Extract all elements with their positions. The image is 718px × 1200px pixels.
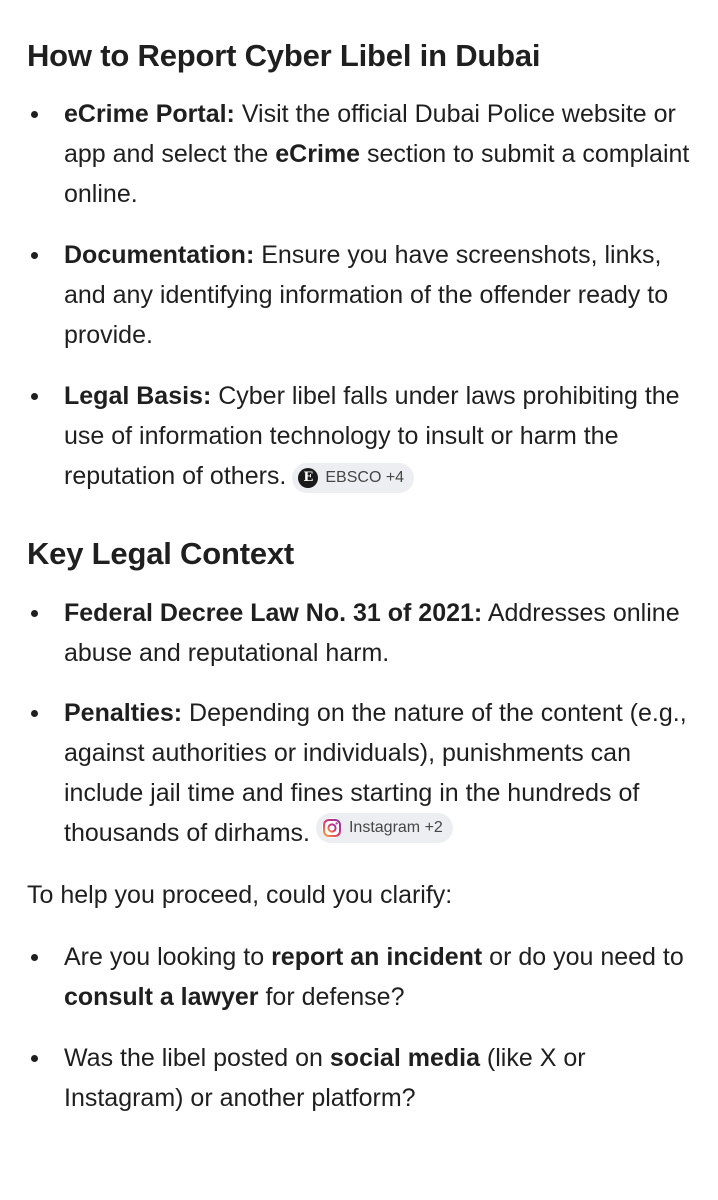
instagram-logo-icon xyxy=(322,818,342,838)
list-item-legal-basis xyxy=(27,376,694,496)
clarify-questions-list xyxy=(27,937,694,1118)
list-item-question-report xyxy=(27,937,694,1017)
item-text: or do you need to xyxy=(482,943,684,971)
item-text: section to submit a complaint online. xyxy=(64,140,690,208)
report-steps-list xyxy=(27,94,694,496)
item-text: (like X or Instagram) or another platform? xyxy=(64,1044,586,1112)
list-item-penalties xyxy=(27,693,694,853)
list-item-question-platform xyxy=(27,1038,694,1118)
item-text: Ensure you have screenshots, links, and any identifying information of the offender ready to provide. xyxy=(64,241,669,349)
item-text: Was the libel posted on xyxy=(64,1044,330,1072)
clarify-intro: To help you proceed, could you clarify: xyxy=(27,881,453,909)
item-label: Penalties: xyxy=(64,699,183,727)
item-bold-text: eCrime xyxy=(275,140,361,168)
item-text: Addresses online abuse and reputational harm. xyxy=(64,599,680,667)
source-chip-label: EBSCO +4 xyxy=(325,469,405,486)
item-label: eCrime Portal: xyxy=(64,100,235,128)
section-heading-legal-context: Key Legal Context xyxy=(27,536,295,571)
item-bold-text: consult a lawyer xyxy=(64,983,259,1011)
item-text: for defense? xyxy=(258,983,405,1011)
item-bold-text: social media xyxy=(329,1044,480,1072)
item-label: Federal Decree Law No. 31 of 2021: xyxy=(64,599,483,627)
source-chip-label: Instagram +2 xyxy=(348,819,443,836)
item-text: Depending on the nature of the content (e.g., against authorities or individuals), punishments can include jail time and fines starting in the hundreds of thousands of dirhams. xyxy=(64,699,687,847)
item-text: Visit the official Dubai Police website or app and select the xyxy=(64,100,676,168)
list-item-ecrime-portal xyxy=(27,94,694,214)
item-text: Are you looking to xyxy=(64,943,272,971)
source-chip-instagram[interactable] xyxy=(316,813,453,843)
list-item-federal-decree xyxy=(27,593,694,673)
list-item-documentation xyxy=(27,235,694,355)
ebsco-logo-icon: E xyxy=(298,468,318,488)
item-label: Legal Basis: xyxy=(64,382,212,410)
section-heading-report: How to Report Cyber Libel in Dubai xyxy=(27,38,541,73)
legal-context-list xyxy=(27,593,694,853)
item-bold-text: report an incident xyxy=(271,943,483,971)
item-text: Cyber libel falls under laws prohibiting the use of information technology to insult or harm the reputation of others. xyxy=(64,382,680,490)
source-chip-ebsco[interactable] xyxy=(292,463,414,493)
item-label: Documentation: xyxy=(64,241,255,269)
